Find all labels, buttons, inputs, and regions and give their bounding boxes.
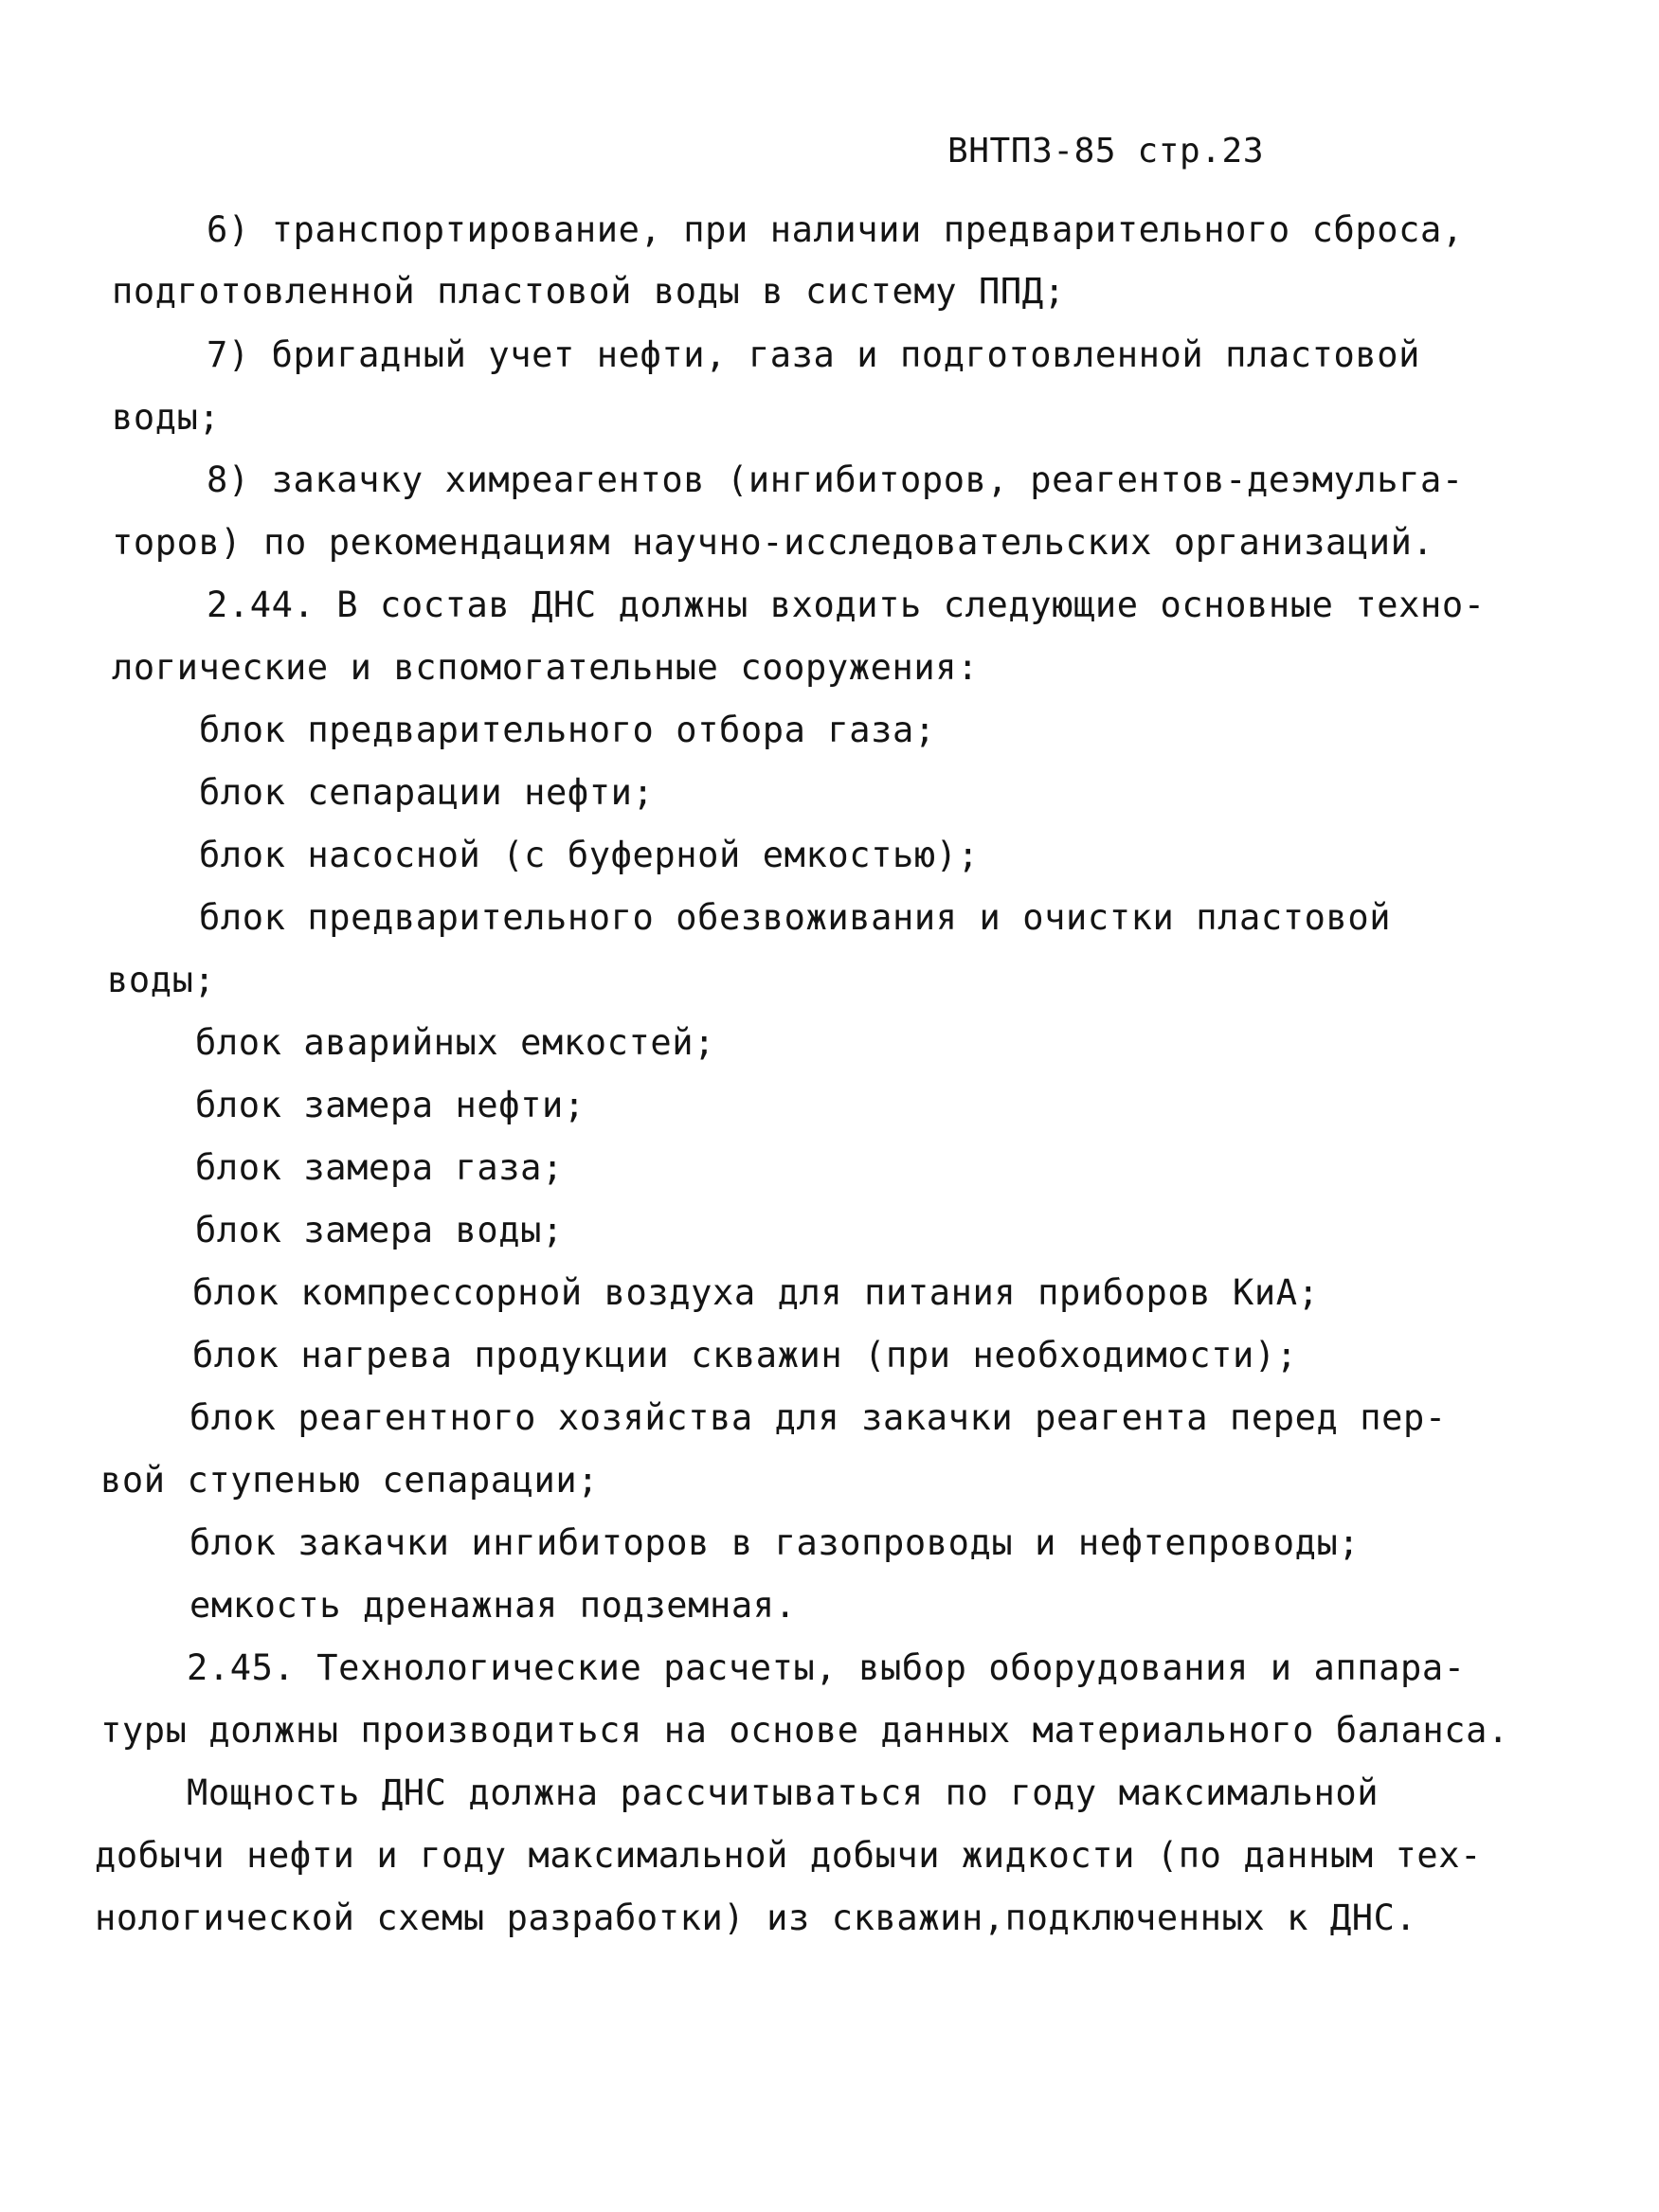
text-line: воды; [112, 397, 221, 438]
text-line: воды; [107, 960, 216, 1000]
text-line: блок замера газа; [195, 1147, 564, 1188]
text-line: Мощность ДНС должна рассчитываться по году максимальной [187, 1772, 1379, 1813]
text-line: нологической схемы разработки) из скважин,подключенных к ДНС. [95, 1897, 1417, 1938]
text-line: блок замера нефти; [195, 1085, 586, 1125]
text-line: туры должны производиться на основе данных материального баланса. [100, 1710, 1509, 1751]
text-line: блок реагентного хозяйства для закачки реагента перед пер- [189, 1397, 1447, 1438]
text-line: блок предварительного отбора газа; [199, 710, 936, 750]
text-line: блок замера воды; [195, 1210, 564, 1250]
page-header-reference: ВНТП3-85 стр.23 [947, 132, 1265, 171]
text-line: вой ступенью сепарации; [100, 1460, 600, 1501]
text-line: блок предварительного обезвоживания и очистки пластовой [199, 897, 1392, 938]
text-line: блок закачки ингибиторов в газопроводы и нефтепроводы; [189, 1522, 1361, 1563]
text-line: емкость дренажная подземная. [189, 1585, 797, 1626]
text-line: логические и вспомогательные сооружения: [112, 647, 980, 688]
text-line: торов) по рекомендациям научно-исследовательских организаций. [112, 522, 1434, 563]
text-line: 2.44. В состав ДНС должны входить следующие основные техно- [207, 584, 1486, 625]
text-line: блок компрессорной воздуха для питания приборов КиА; [192, 1272, 1320, 1313]
text-line: подготовленной пластовой воды в систему ППД; [112, 271, 1066, 312]
text-line: блок сепарации нефти; [199, 772, 655, 813]
text-line: 7) бригадный учет нефти, газа и подготовленной пластовой [207, 334, 1421, 375]
text-line: блок насосной (с буферной емкостью); [199, 835, 980, 875]
text-line: блок нагрева продукции скважин (при необходимости); [192, 1335, 1298, 1376]
text-line: блок аварийных емкостей; [195, 1022, 716, 1063]
text-line: 2.45. Технологические расчеты, выбор оборудования и аппара- [187, 1647, 1466, 1688]
text-line: 8) закачку химреагентов (ингибиторов, реагентов-деэмульга- [207, 459, 1464, 500]
text-line: добычи нефти и году максимальной добычи жидкости (по данным тех- [95, 1835, 1483, 1876]
text-line: 6) транспортирование, при наличии предварительного сброса, [207, 209, 1464, 250]
